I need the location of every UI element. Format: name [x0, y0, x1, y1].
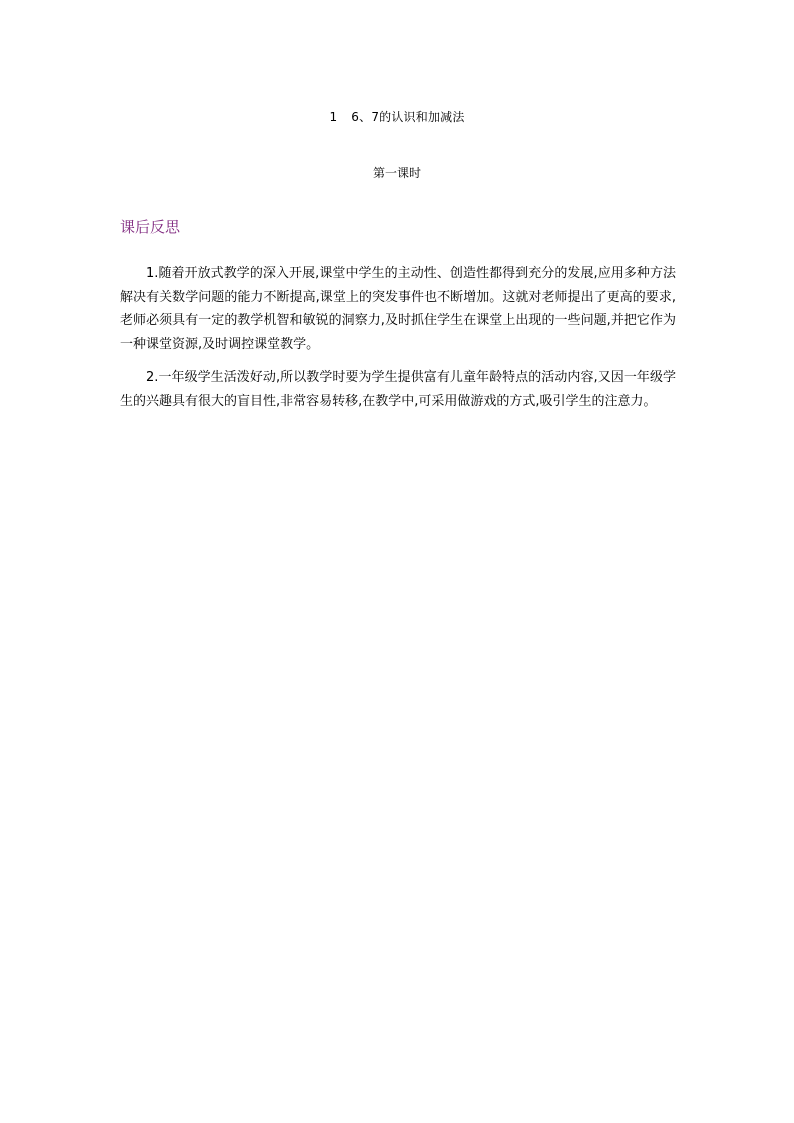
lesson-title-text: 6、7的认识和加减法	[351, 110, 465, 124]
reflection-paragraph-2: 2.一年级学生活泼好动,所以教学时要为学生提供富有儿童年龄特点的活动内容,又因一年级学生的兴趣具有很大的盲目性,非常容易转移,在教学中,可采用做游戏的方式,吸引学生的注意力。	[120, 370, 676, 409]
lesson-number: 1	[329, 110, 338, 124]
section-heading: 课后反思	[120, 218, 181, 236]
lesson-title	[0, 108, 794, 125]
reflection-content	[120, 262, 676, 423]
period-title: 第一课时	[372, 166, 421, 180]
reflection-paragraph-1: 1.随着开放式教学的深入开展,课堂中学生的主动性、创造性都得到充分的发展,应用多种方法解决有关数学问题的能力不断提高,课堂上的突发事件也不断增加。这就对老师提出了更高的要求,老师必须具有一定的教学机智和敏锐的洞察力,及时抓住学生在课堂上出现的一些问题,并把它作为一种课堂资源,及时调控课堂教学。	[120, 266, 676, 352]
